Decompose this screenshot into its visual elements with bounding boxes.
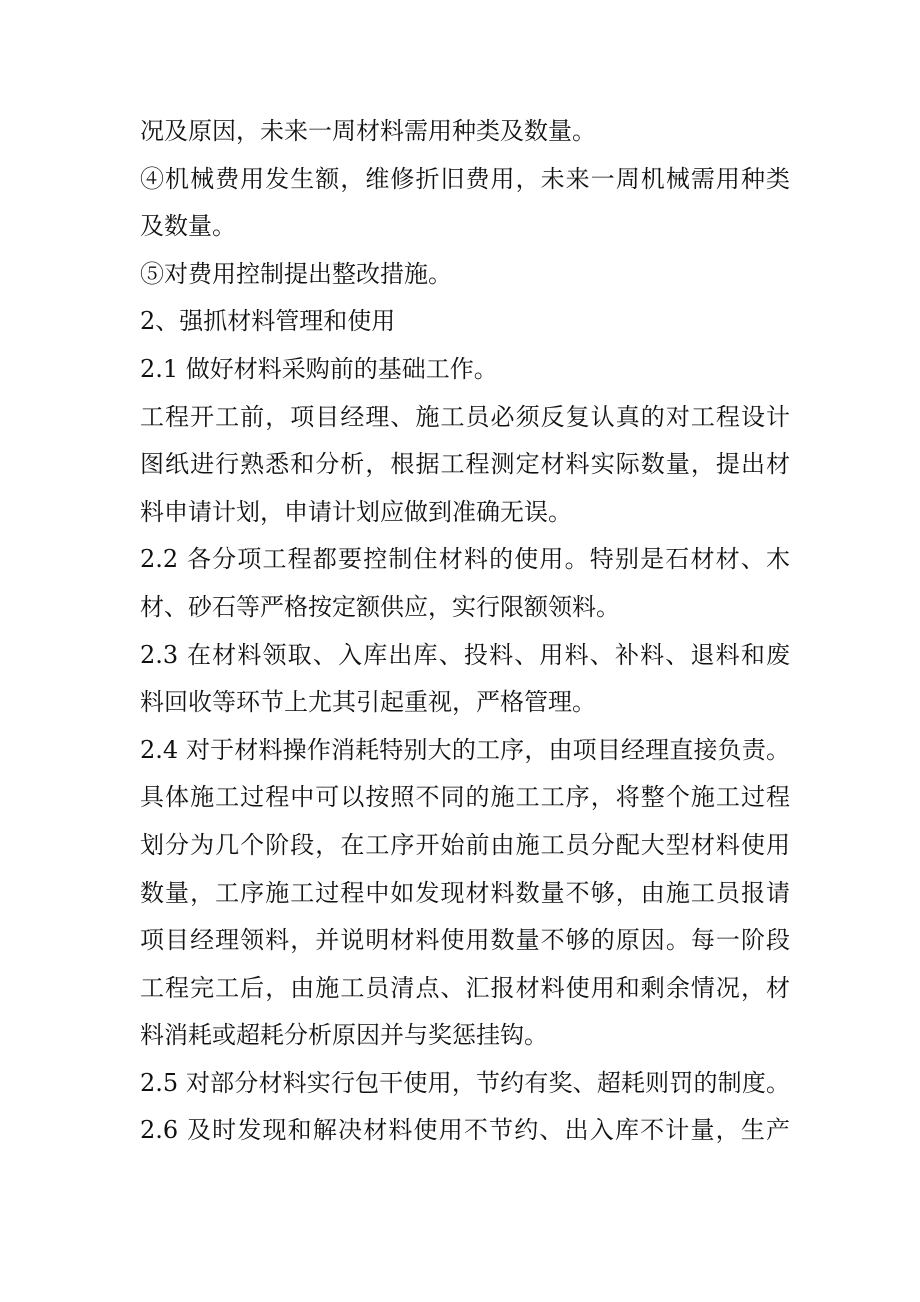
text-line: 2.2 各分项工程都要控制住材料的使用。特别是石材材、木 — [140, 545, 790, 574]
text-line: ⑤对费用控制提出整改措施。 — [140, 259, 452, 288]
text-line: 2.3 在材料领取、入库出库、投料、用料、补料、退料和废 — [140, 640, 790, 669]
text-line: 工程开工前，项目经理、施工员必须反复认真的对工程设计 — [140, 402, 790, 431]
text-line: ④机械费用发生额，维修折旧费用，未来一周机械需用种类 — [140, 164, 790, 193]
text-line: 2.4 对于材料操作消耗特别大的工序，由项目经理直接负责。 — [140, 735, 790, 764]
section-heading: 2、强抓材料管理和使用 — [140, 307, 396, 336]
text-line: 工程完工后，由施工员清点、汇报材料使用和剩余情况，材 — [140, 973, 790, 1002]
text-line: 料消耗或超耗分析原因并与奖惩挂钩。 — [140, 1021, 548, 1050]
text-line: 项目经理领料，并说明材料使用数量不够的原因。每一阶段 — [140, 926, 790, 955]
text-line: 数量，工序施工过程中如发现材料数量不够，由施工员报请 — [140, 878, 790, 907]
text-line: 料回收等环节上尤其引起重视，严格管理。 — [140, 688, 596, 717]
text-line: 2.5 对部分材料实行包干使用，节约有奖、超耗则罚的制度。 — [140, 1068, 790, 1097]
text-line: 具体施工过程中可以按照不同的施工工序，将整个施工过程 — [140, 783, 790, 812]
text-line: 及数量。 — [140, 212, 236, 241]
text-line: 2.6 及时发现和解决材料使用不节约、出入库不计量，生产 — [140, 1116, 790, 1145]
text-line: 况及原因，未来一周材料需用种类及数量。 — [140, 117, 596, 145]
text-line: 料申请计划，申请计划应做到准确无误。 — [140, 497, 572, 526]
text-line: 材、砂石等严格按定额供应，实行限额领料。 — [140, 592, 620, 621]
text-line: 图纸进行熟悉和分析，根据工程测定材料实际数量，提出材 — [140, 450, 790, 479]
body-text — [140, 108, 790, 1155]
text-line: 划分为几个阶段，在工序开始前由施工员分配大型材料使用 — [140, 830, 790, 859]
subsection-heading: 2.1 做好材料采购前的基础工作。 — [140, 354, 498, 383]
